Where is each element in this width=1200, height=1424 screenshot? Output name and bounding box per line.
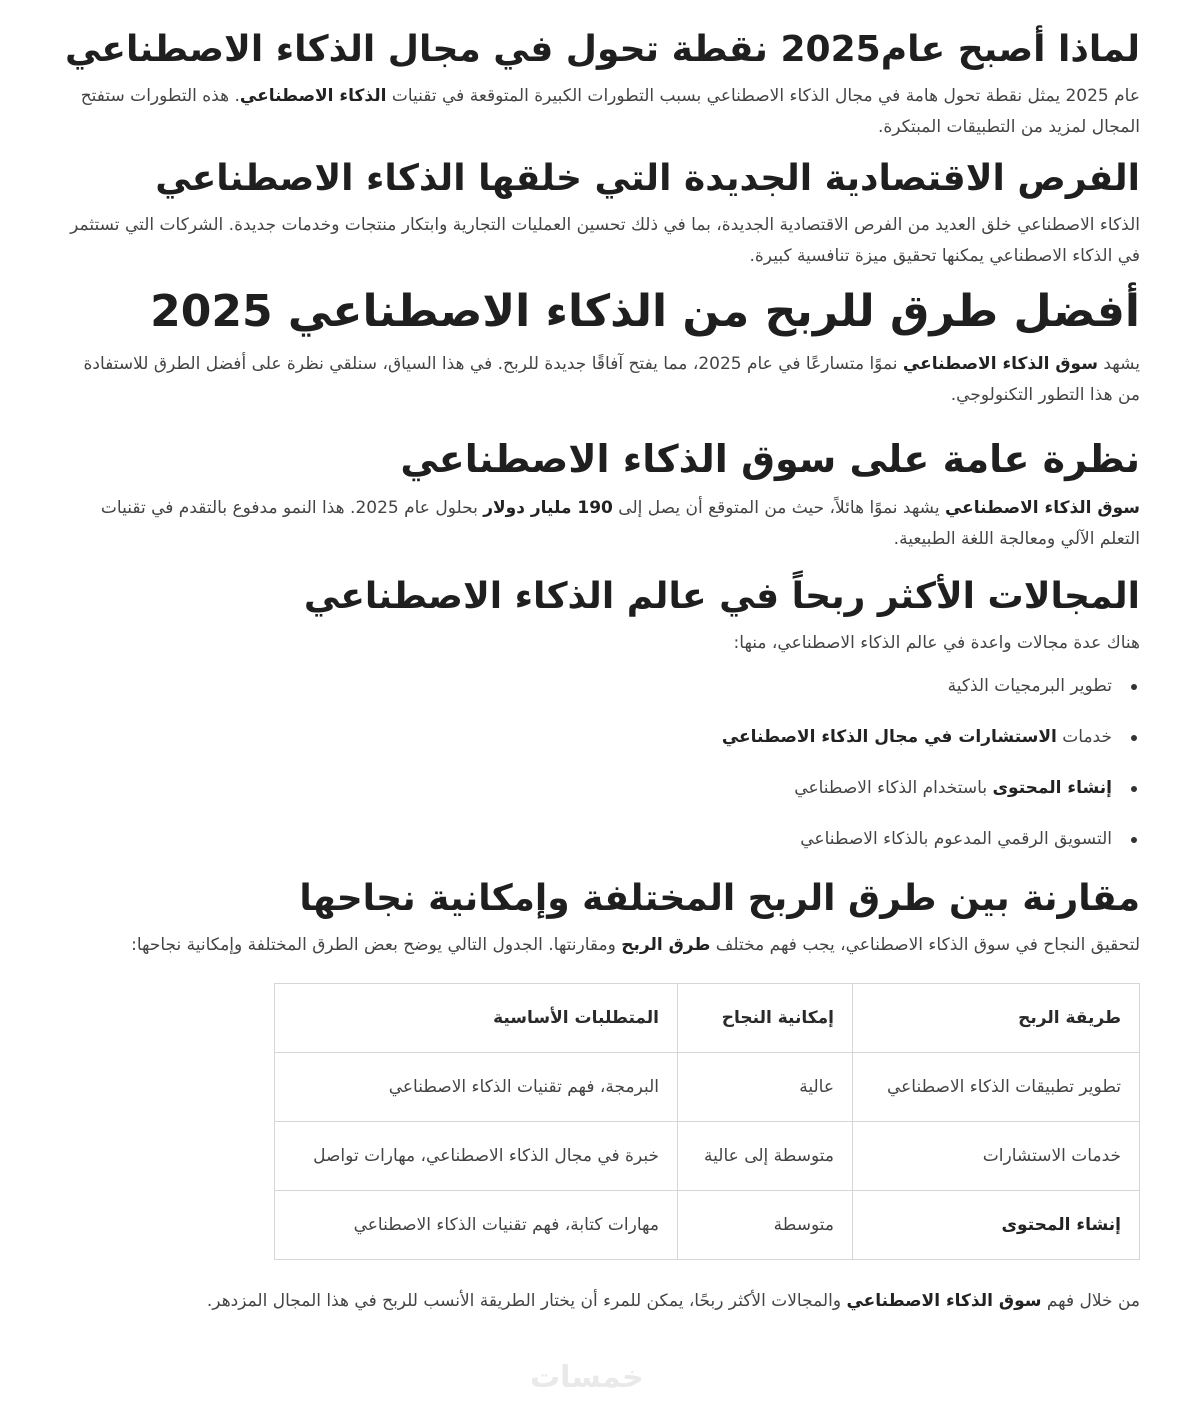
- table-cell: متوسطة: [678, 1191, 853, 1260]
- text-span: والمجالات الأكثر ربحًا، يمكن للمرء أن يختار الطريقة الأنسب للربح في هذا المجال المزدهر.: [206, 1291, 847, 1312]
- bold-span: إنشاء المحتوى: [992, 777, 1112, 798]
- text-span: يشهد نموًا هائلاً، حيث من المتوقع أن يصل إلى: [612, 497, 945, 518]
- section-comparison: [60, 877, 1140, 1317]
- table-cell: مهارات كتابة، فهم تقنيات الذكاء الاصطناعي: [275, 1191, 678, 1260]
- text-span: باستخدام الذكاء الاصطناعي: [794, 777, 993, 798]
- text-span: يشهد: [1097, 354, 1140, 375]
- section-best-ways: [60, 286, 1140, 411]
- text-span: نموًا متسارعًا في عام 2025، مما يفتح آفاقًا جديدة للربح. في هذا السياق، سنلقي نظرة على أفضل الطرق للاستفادة من هذا التطور التكنولوجي.: [83, 354, 1140, 406]
- text-span: خدمات: [1056, 726, 1112, 747]
- heading-market-overview: نظرة عامة على سوق الذكاء الاصطناعي: [400, 437, 1140, 482]
- bold-span: طرق الربح: [621, 935, 711, 956]
- table-row: [275, 1122, 1140, 1191]
- heading-turning-point: لماذا أصبح عام2025 نقطة تحول في مجال الذكاء الاصطناعي: [64, 29, 1140, 70]
- table-header-cell: إمكانية النجاح: [678, 984, 853, 1053]
- table-cell: تطوير تطبيقات الذكاء الاصطناعي: [853, 1053, 1140, 1122]
- heading-best-ways: أفضل طرق للربح من الذكاء الاصطناعي 2025: [150, 286, 1140, 338]
- table-header-row: [275, 984, 1140, 1053]
- bold-span: سوق الذكاء الاصطناعي: [944, 497, 1140, 518]
- paragraph-comparison: [60, 930, 1140, 961]
- text-span: عام 2025 يمثل نقطة تحول هامة في مجال الذكاء الاصطناعي بسبب التطورات الكبيرة المتوقعة في تقنيات: [386, 86, 1140, 107]
- paragraph-profitable-fields-intro: هناك عدة مجالات واعدة في عالم الذكاء الاصطناعي، منها:: [733, 632, 1140, 653]
- table-cell: خدمات الاستشارات: [853, 1122, 1140, 1191]
- list-item: [60, 826, 1140, 852]
- paragraph-market-overview: [60, 493, 1140, 555]
- list-item: [60, 775, 1140, 801]
- heading-economic-opportunities: الفرص الاقتصادية الجديدة التي خلقها الذكاء الاصطناعي: [155, 158, 1140, 200]
- table-cell: خبرة في مجال الذكاء الاصطناعي، مهارات تواصل: [275, 1122, 678, 1191]
- bold-span: سوق الذكاء الاصطناعي: [846, 1291, 1042, 1312]
- watermark-logo: خمسات: [530, 1360, 644, 1395]
- section-market-overview: [60, 437, 1140, 555]
- heading-profitable-fields: المجالات الأكثر ربحاً في عالم الذكاء الاصطناعي: [303, 575, 1140, 617]
- table-cell: البرمجة، فهم تقنيات الذكاء الاصطناعي: [275, 1053, 678, 1122]
- text-span: . هذه التطورات ستفتح المجال لمزيد من التطبيقات المبتكرة.: [80, 86, 1140, 138]
- table-row: [275, 1053, 1140, 1122]
- section-profitable-fields: [60, 575, 1140, 852]
- list-item: [60, 673, 1140, 699]
- paragraph-best-ways: [60, 349, 1140, 411]
- comparison-table: [274, 983, 1140, 1260]
- section-economic-opportunities: [60, 157, 1140, 272]
- paragraph-economic-opportunities: الذكاء الاصطناعي خلق العديد من الفرص الاقتصادية الجديدة، بما في ذلك تحسين العمليات التجارية وابتكار منتجات وخدمات جديدة. الشركات التي تستثمر في الذكاء الاصطناعي يمكنها تحقيق ميزة تنافسية كبيرة.: [70, 215, 1140, 267]
- table-header-cell: المتطلبات الأساسية: [275, 984, 678, 1053]
- table-row: [275, 1191, 1140, 1260]
- table-header-cell: طريقة الربح: [853, 984, 1140, 1053]
- bold-span: 190 مليار دولار: [483, 497, 613, 518]
- heading-comparison: مقارنة بين طرق الربح المختلفة وإمكانية نجاحها: [299, 877, 1140, 919]
- text-span: ومقارنتها. الجدول التالي يوضح بعض الطرق المختلفة وإمكانية نجاحها:: [131, 935, 622, 956]
- text-span: بحلول عام 2025. هذا النمو مدفوع بالتقدم في تقنيات التعلم الآلي ومعالجة اللغة الطبيعية.: [100, 497, 1140, 549]
- section-turning-point: [60, 28, 1140, 143]
- bold-span: الاستشارات في مجال الذكاء الاصطناعي: [721, 726, 1057, 747]
- list-item: [60, 724, 1140, 750]
- text-span: من خلال فهم: [1041, 1291, 1140, 1312]
- table-cell: إنشاء المحتوى: [853, 1191, 1140, 1260]
- bold-span: سوق الذكاء الاصطناعي: [902, 354, 1098, 375]
- text-span: التسويق الرقمي المدعوم بالذكاء الاصطناعي: [800, 828, 1112, 849]
- table-cell: متوسطة إلى عالية: [678, 1122, 853, 1191]
- text-span: لتحقيق النجاح في سوق الذكاء الاصطناعي، يجب فهم مختلف: [710, 935, 1140, 956]
- paragraph-closing: [60, 1286, 1140, 1317]
- table-cell: عالية: [678, 1053, 853, 1122]
- profitable-fields-list: [60, 673, 1140, 852]
- paragraph-turning-point: [60, 81, 1140, 143]
- text-span: تطوير البرمجيات الذكية: [947, 675, 1112, 696]
- bold-span: الذكاء الاصطناعي: [239, 86, 387, 107]
- article: [60, 0, 1140, 1317]
